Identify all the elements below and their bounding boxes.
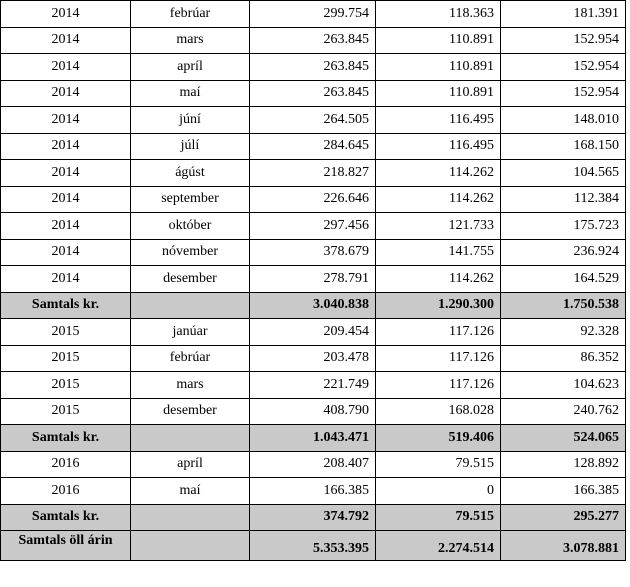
year-cell: 2016 xyxy=(1,451,131,478)
amount-cell: 264.505 xyxy=(250,107,376,134)
total-amount-cell: 524.065 xyxy=(501,425,626,452)
total-amount-cell: 1.750.538 xyxy=(501,292,626,319)
amount-cell: 221.749 xyxy=(250,372,376,399)
amount-cell: 117.126 xyxy=(376,319,501,346)
amount-cell: 117.126 xyxy=(376,345,501,372)
month-cell: desember xyxy=(131,266,250,293)
total-label: Samtals kr. xyxy=(1,425,131,452)
total-amount-cell: 519.406 xyxy=(376,425,501,452)
total-amount-cell: 1.043.471 xyxy=(250,425,376,452)
year-cell: 2014 xyxy=(1,186,131,213)
amount-cell: 209.454 xyxy=(250,319,376,346)
total-amount-cell: 3.040.838 xyxy=(250,292,376,319)
amount-cell: 121.733 xyxy=(376,213,501,240)
amount-cell: 278.791 xyxy=(250,266,376,293)
table-row xyxy=(1,239,626,266)
table-row xyxy=(1,372,626,399)
amount-cell: 114.262 xyxy=(376,160,501,187)
amount-cell: 378.679 xyxy=(250,239,376,266)
amount-cell: 79.515 xyxy=(376,451,501,478)
month-cell: október xyxy=(131,213,250,240)
amount-cell: 116.495 xyxy=(376,133,501,160)
grand-total-row xyxy=(1,531,626,561)
total-label: Samtals kr. xyxy=(1,292,131,319)
amount-cell: 208.407 xyxy=(250,451,376,478)
subtotal-row xyxy=(1,292,626,319)
year-cell: 2014 xyxy=(1,54,131,81)
amount-cell: 148.010 xyxy=(501,107,626,134)
amount-cell: 104.565 xyxy=(501,160,626,187)
table-row xyxy=(1,160,626,187)
table-row xyxy=(1,398,626,425)
amount-cell: 141.755 xyxy=(376,239,501,266)
year-cell: 2016 xyxy=(1,478,131,505)
year-cell: 2015 xyxy=(1,319,131,346)
amount-cell: 152.954 xyxy=(501,27,626,54)
amount-cell: 226.646 xyxy=(250,186,376,213)
month-cell: mars xyxy=(131,27,250,54)
table-row xyxy=(1,186,626,213)
month-cell: september xyxy=(131,186,250,213)
amount-cell: 203.478 xyxy=(250,345,376,372)
subtotal-row xyxy=(1,504,626,531)
table-row xyxy=(1,213,626,240)
amount-cell: 92.328 xyxy=(501,319,626,346)
table-row xyxy=(1,478,626,505)
amount-cell: 181.391 xyxy=(501,1,626,28)
table-row xyxy=(1,451,626,478)
month-cell: febrúar xyxy=(131,1,250,28)
table-row xyxy=(1,319,626,346)
year-cell: 2015 xyxy=(1,398,131,425)
table-row xyxy=(1,27,626,54)
month-cell: maí xyxy=(131,80,250,107)
amount-cell: 166.385 xyxy=(250,478,376,505)
table-row xyxy=(1,107,626,134)
table-row xyxy=(1,1,626,28)
amount-cell: 114.262 xyxy=(376,266,501,293)
month-cell: nóvember xyxy=(131,239,250,266)
year-cell: 2015 xyxy=(1,345,131,372)
amount-cell: 263.845 xyxy=(250,54,376,81)
amount-cell: 166.385 xyxy=(501,478,626,505)
month-cell: febrúar xyxy=(131,345,250,372)
table-row xyxy=(1,133,626,160)
amount-cell: 152.954 xyxy=(501,54,626,81)
empty-cell xyxy=(131,292,250,319)
amount-cell: 164.529 xyxy=(501,266,626,293)
year-cell: 2014 xyxy=(1,1,131,28)
table-row xyxy=(1,266,626,293)
month-cell: desember xyxy=(131,398,250,425)
amount-cell: 152.954 xyxy=(501,80,626,107)
amount-cell: 175.723 xyxy=(501,213,626,240)
total-amount-cell: 5.353.395 xyxy=(250,531,376,561)
amount-cell: 128.892 xyxy=(501,451,626,478)
total-label: Samtals öll árin xyxy=(1,531,131,561)
year-cell: 2014 xyxy=(1,27,131,54)
year-cell: 2014 xyxy=(1,239,131,266)
month-cell: apríl xyxy=(131,54,250,81)
year-cell: 2014 xyxy=(1,160,131,187)
amount-cell: 263.845 xyxy=(250,27,376,54)
amount-cell: 0 xyxy=(376,478,501,505)
year-cell: 2014 xyxy=(1,107,131,134)
amount-cell: 112.384 xyxy=(501,186,626,213)
empty-cell xyxy=(131,504,250,531)
table-row xyxy=(1,54,626,81)
total-amount-cell: 374.792 xyxy=(250,504,376,531)
total-amount-cell: 79.515 xyxy=(376,504,501,531)
amount-cell: 86.352 xyxy=(501,345,626,372)
month-cell: maí xyxy=(131,478,250,505)
table-row xyxy=(1,345,626,372)
payments-table-body xyxy=(1,1,626,561)
year-cell: 2015 xyxy=(1,372,131,399)
year-cell: 2014 xyxy=(1,80,131,107)
year-cell: 2014 xyxy=(1,213,131,240)
amount-cell: 110.891 xyxy=(376,80,501,107)
total-amount-cell: 3.078.881 xyxy=(501,531,626,561)
amount-cell: 168.150 xyxy=(501,133,626,160)
amount-cell: 104.623 xyxy=(501,372,626,399)
amount-cell: 236.924 xyxy=(501,239,626,266)
amount-cell: 240.762 xyxy=(501,398,626,425)
month-cell: apríl xyxy=(131,451,250,478)
year-cell: 2014 xyxy=(1,266,131,293)
total-label: Samtals kr. xyxy=(1,504,131,531)
month-cell: júní xyxy=(131,107,250,134)
total-amount-cell: 1.290.300 xyxy=(376,292,501,319)
amount-cell: 299.754 xyxy=(250,1,376,28)
amount-cell: 116.495 xyxy=(376,107,501,134)
amount-cell: 297.456 xyxy=(250,213,376,240)
month-cell: mars xyxy=(131,372,250,399)
amount-cell: 110.891 xyxy=(376,27,501,54)
subtotal-row xyxy=(1,425,626,452)
empty-cell xyxy=(131,425,250,452)
total-amount-cell: 295.277 xyxy=(501,504,626,531)
month-cell: janúar xyxy=(131,319,250,346)
amount-cell: 114.262 xyxy=(376,186,501,213)
month-cell: júlí xyxy=(131,133,250,160)
total-amount-cell: 2.274.514 xyxy=(376,531,501,561)
month-cell: ágúst xyxy=(131,160,250,187)
amount-cell: 284.645 xyxy=(250,133,376,160)
amount-cell: 118.363 xyxy=(376,1,501,28)
amount-cell: 408.790 xyxy=(250,398,376,425)
amount-cell: 110.891 xyxy=(376,54,501,81)
empty-cell xyxy=(131,531,250,561)
amount-cell: 117.126 xyxy=(376,372,501,399)
year-cell: 2014 xyxy=(1,133,131,160)
table-row xyxy=(1,80,626,107)
amount-cell: 218.827 xyxy=(250,160,376,187)
amount-cell: 168.028 xyxy=(376,398,501,425)
amount-cell: 263.845 xyxy=(250,80,376,107)
